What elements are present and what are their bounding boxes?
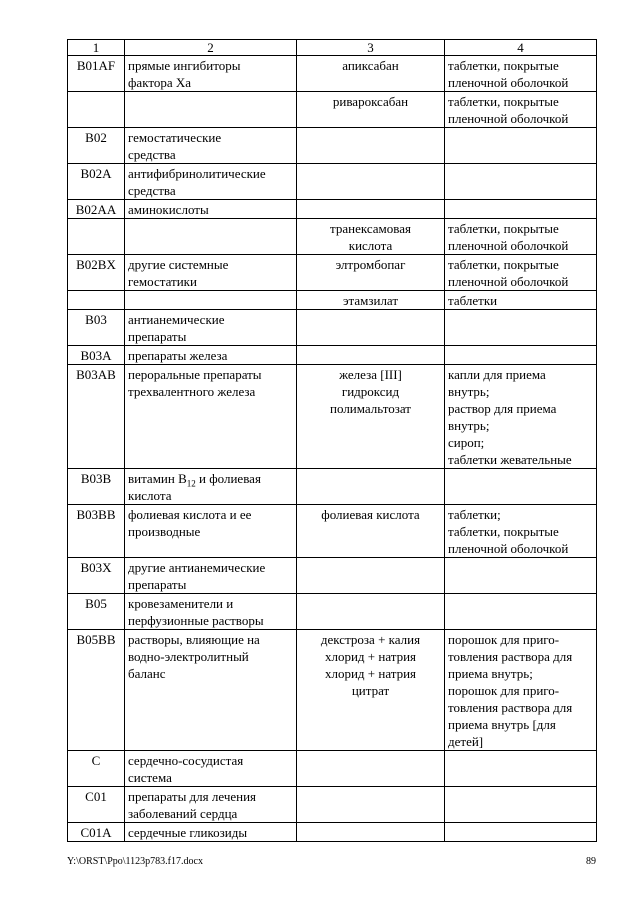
atc-group-line: средства <box>128 147 176 162</box>
atc-group-cell <box>125 505 297 558</box>
atc-code-cell: B01AF <box>68 56 125 92</box>
dosage-form-line: сироп; <box>448 435 485 450</box>
atc-group-cell <box>125 310 297 346</box>
atc-group-line: фолиевая кислота и ее <box>128 507 252 522</box>
atc-group-line: гемостатики <box>128 274 197 289</box>
atc-group-line: перфузионные растворы <box>128 613 264 628</box>
atc-group-line: другие антианемические <box>128 560 266 575</box>
dosage-form-cell <box>445 310 597 346</box>
atc-group-cell <box>125 823 297 842</box>
dosage-form-cell <box>445 255 597 291</box>
dosage-form-cell <box>445 200 597 219</box>
dosage-form-cell <box>445 594 597 630</box>
drug-name-cell <box>297 255 445 291</box>
atc-group-line: кровезаменители и <box>128 596 234 611</box>
dosage-form-cell <box>445 128 597 164</box>
dosage-form-cell <box>445 787 597 823</box>
dosage-form-line: приема внутрь [для <box>448 717 556 732</box>
drug-name-line: апиксабан <box>342 58 399 73</box>
atc-group-subscript: 12 <box>186 478 196 489</box>
drug-name-line: транексамовая <box>330 221 411 236</box>
dosage-form-line: таблетки жевательные <box>448 452 572 467</box>
table-row <box>68 92 597 128</box>
atc-code-cell: B02BX <box>68 255 125 291</box>
atc-code-cell: B03 <box>68 310 125 346</box>
drug-name-cell <box>297 56 445 92</box>
footer-file-path: Y:\ORST\Ppo\1123p783.f17.docx <box>67 856 203 867</box>
atc-group-cell <box>125 255 297 291</box>
dosage-form-line: таблетки; <box>448 507 501 522</box>
atc-group-cell <box>125 751 297 787</box>
table-row <box>68 255 597 291</box>
atc-group-line: антифибринолитические <box>128 166 266 181</box>
atc-group-line: аминокислоты <box>128 202 209 217</box>
atc-group-cell <box>125 291 297 310</box>
atc-group-cell <box>125 346 297 365</box>
atc-group-line: водно-электролитный <box>128 649 249 664</box>
drug-name-cell <box>297 751 445 787</box>
table-row <box>68 365 597 469</box>
atc-group-line: препараты <box>128 329 187 344</box>
atc-code-cell <box>68 219 125 255</box>
dosage-form-cell <box>445 630 597 751</box>
dosage-form-line: внутрь; <box>448 418 490 433</box>
drug-name-cell <box>297 630 445 751</box>
atc-group-line: трехвалентного железа <box>128 384 256 399</box>
dosage-form-cell <box>445 56 597 92</box>
drug-name-line: этамзилат <box>342 293 399 308</box>
atc-code-cell: B03BB <box>68 505 125 558</box>
dosage-form-line: товления раствора для <box>448 700 573 715</box>
drug-name-cell <box>297 164 445 200</box>
atc-group-line: прямые ингибиторы <box>128 58 241 73</box>
drug-name-line: гидроксид <box>341 384 400 399</box>
dosage-form-cell <box>445 558 597 594</box>
drug-name-cell <box>297 558 445 594</box>
drug-name-cell <box>297 823 445 842</box>
dosage-form-cell <box>445 469 597 505</box>
dosage-form-cell <box>445 291 597 310</box>
table-row <box>68 594 597 630</box>
drug-name-cell <box>297 219 445 255</box>
table-row <box>68 469 597 505</box>
drug-name-cell <box>297 291 445 310</box>
atc-group-line: препараты для лечения <box>128 789 257 804</box>
drug-name-line: декстроза + калия <box>320 632 421 647</box>
dosage-form-line: приема внутрь; <box>448 666 533 681</box>
table-row <box>68 219 597 255</box>
dosage-form-cell <box>445 164 597 200</box>
table-row <box>68 164 597 200</box>
header-row <box>68 40 597 56</box>
atc-group-cell <box>125 558 297 594</box>
page-number: 89 <box>586 856 596 867</box>
dosage-form-line: таблетки, покрытые <box>448 94 559 109</box>
atc-code-cell: B03A <box>68 346 125 365</box>
dosage-form-cell <box>445 751 597 787</box>
atc-code-cell: B03B <box>68 469 125 505</box>
dosage-form-cell <box>445 505 597 558</box>
atc-group-line: баланс <box>128 666 166 681</box>
atc-group-line: система <box>128 770 172 785</box>
table-row <box>68 128 597 164</box>
dosage-form-line: таблетки, покрытые <box>448 257 559 272</box>
atc-code-cell: C01A <box>68 823 125 842</box>
table-row <box>68 630 597 751</box>
atc-group-cell <box>125 365 297 469</box>
atc-group-cell <box>125 219 297 255</box>
drug-name-line: железа [III] <box>339 367 402 382</box>
atc-group-line: антианемические <box>128 312 225 327</box>
drug-name-line: фолиевая кислота <box>321 507 420 522</box>
atc-group-line <box>128 470 293 487</box>
atc-group-text: витамин B <box>128 471 187 486</box>
atc-group-text: и фолиевая <box>195 471 261 486</box>
atc-code-cell: B02 <box>68 128 125 164</box>
drug-name-line: хлорид + натрия <box>324 666 417 681</box>
drug-name-cell <box>297 200 445 219</box>
atc-code-cell: B05BB <box>68 630 125 751</box>
drug-name-line: элтромбопаг <box>335 257 406 272</box>
table-row <box>68 56 597 92</box>
atc-group-cell <box>125 92 297 128</box>
medicines-table <box>67 39 597 842</box>
atc-group-line: фактора Xa <box>128 75 192 90</box>
dosage-form-cell <box>445 365 597 469</box>
atc-group-line: производные <box>128 524 201 539</box>
table-row <box>68 291 597 310</box>
atc-code-cell: B03X <box>68 558 125 594</box>
atc-code-cell <box>68 291 125 310</box>
drug-name-cell <box>297 505 445 558</box>
table-row <box>68 558 597 594</box>
atc-group-line: сердечные гликозиды <box>128 825 248 840</box>
drug-name-cell <box>297 92 445 128</box>
dosage-form-line: пленочной оболочкой <box>448 111 569 126</box>
header-col-4: 4 <box>445 40 597 56</box>
dosage-form-line: таблетки, покрытые <box>448 524 559 539</box>
table-row <box>68 310 597 346</box>
header-col-2: 2 <box>125 40 297 56</box>
dosage-form-cell <box>445 823 597 842</box>
drug-name-cell <box>297 310 445 346</box>
atc-group-line: заболеваний сердца <box>128 806 238 821</box>
drug-name-cell <box>297 787 445 823</box>
dosage-form-line: таблетки, покрытые <box>448 58 559 73</box>
dosage-form-line: порошок для приго- <box>448 632 560 647</box>
drug-name-line: полимальтозат <box>330 401 411 416</box>
header-col-1: 1 <box>68 40 125 56</box>
dosage-form-cell <box>445 219 597 255</box>
table-row <box>68 787 597 823</box>
dosage-form-line: пленочной оболочкой <box>448 274 569 289</box>
atc-group-cell <box>125 787 297 823</box>
dosage-form-line: пленочной оболочкой <box>448 541 569 556</box>
dosage-form-cell <box>445 346 597 365</box>
drug-name-line: хлорид + натрия <box>324 649 417 664</box>
dosage-form-line: товления раствора для <box>448 649 573 664</box>
dosage-form-line: порошок для приго- <box>448 683 560 698</box>
atc-code-cell: C01 <box>68 787 125 823</box>
drug-name-cell <box>297 365 445 469</box>
table-row <box>68 346 597 365</box>
atc-group-line: препараты железа <box>128 348 228 363</box>
atc-group-line: средства <box>128 183 176 198</box>
atc-group-line: другие системные <box>128 257 229 272</box>
dosage-form-line: пленочной оболочкой <box>448 75 569 90</box>
drug-name-cell <box>297 346 445 365</box>
atc-group-line: препараты <box>128 577 187 592</box>
atc-code-cell: C <box>68 751 125 787</box>
atc-group-cell <box>125 469 297 505</box>
dosage-form-line: таблетки <box>448 293 498 308</box>
atc-group-line: растворы, влияющие на <box>128 632 260 647</box>
atc-group-line: сердечно-сосудистая <box>128 753 244 768</box>
atc-group-cell <box>125 594 297 630</box>
atc-code-cell <box>68 92 125 128</box>
drug-name-cell <box>297 594 445 630</box>
atc-code-cell: B03AB <box>68 365 125 469</box>
atc-group-cell <box>125 164 297 200</box>
dosage-form-line: внутрь; <box>448 384 490 399</box>
dosage-form-cell <box>445 92 597 128</box>
table-body <box>68 56 597 842</box>
dosage-form-line: детей] <box>448 734 484 749</box>
table-row <box>68 751 597 787</box>
atc-group-cell <box>125 200 297 219</box>
atc-group-line: кислота <box>128 488 172 503</box>
atc-group-cell <box>125 630 297 751</box>
drug-name-cell <box>297 469 445 505</box>
atc-code-cell: B05 <box>68 594 125 630</box>
header-col-3: 3 <box>297 40 445 56</box>
atc-group-cell <box>125 128 297 164</box>
atc-group-line: гемостатические <box>128 130 222 145</box>
table-row <box>68 505 597 558</box>
atc-code-cell: B02AA <box>68 200 125 219</box>
dosage-form-line: капли для приема <box>448 367 546 382</box>
atc-group-line: пероральные препараты <box>128 367 262 382</box>
dosage-form-line: пленочной оболочкой <box>448 238 569 253</box>
table-row <box>68 823 597 842</box>
drug-name-line: ривароксабан <box>332 94 409 109</box>
drug-name-line: цитрат <box>351 683 390 698</box>
drug-name-line: кислота <box>348 238 393 253</box>
drug-name-cell <box>297 128 445 164</box>
atc-group-cell <box>125 56 297 92</box>
atc-code-cell: B02A <box>68 164 125 200</box>
dosage-form-line: раствор для приема <box>448 401 557 416</box>
dosage-form-line: таблетки, покрытые <box>448 221 559 236</box>
table-row <box>68 200 597 219</box>
